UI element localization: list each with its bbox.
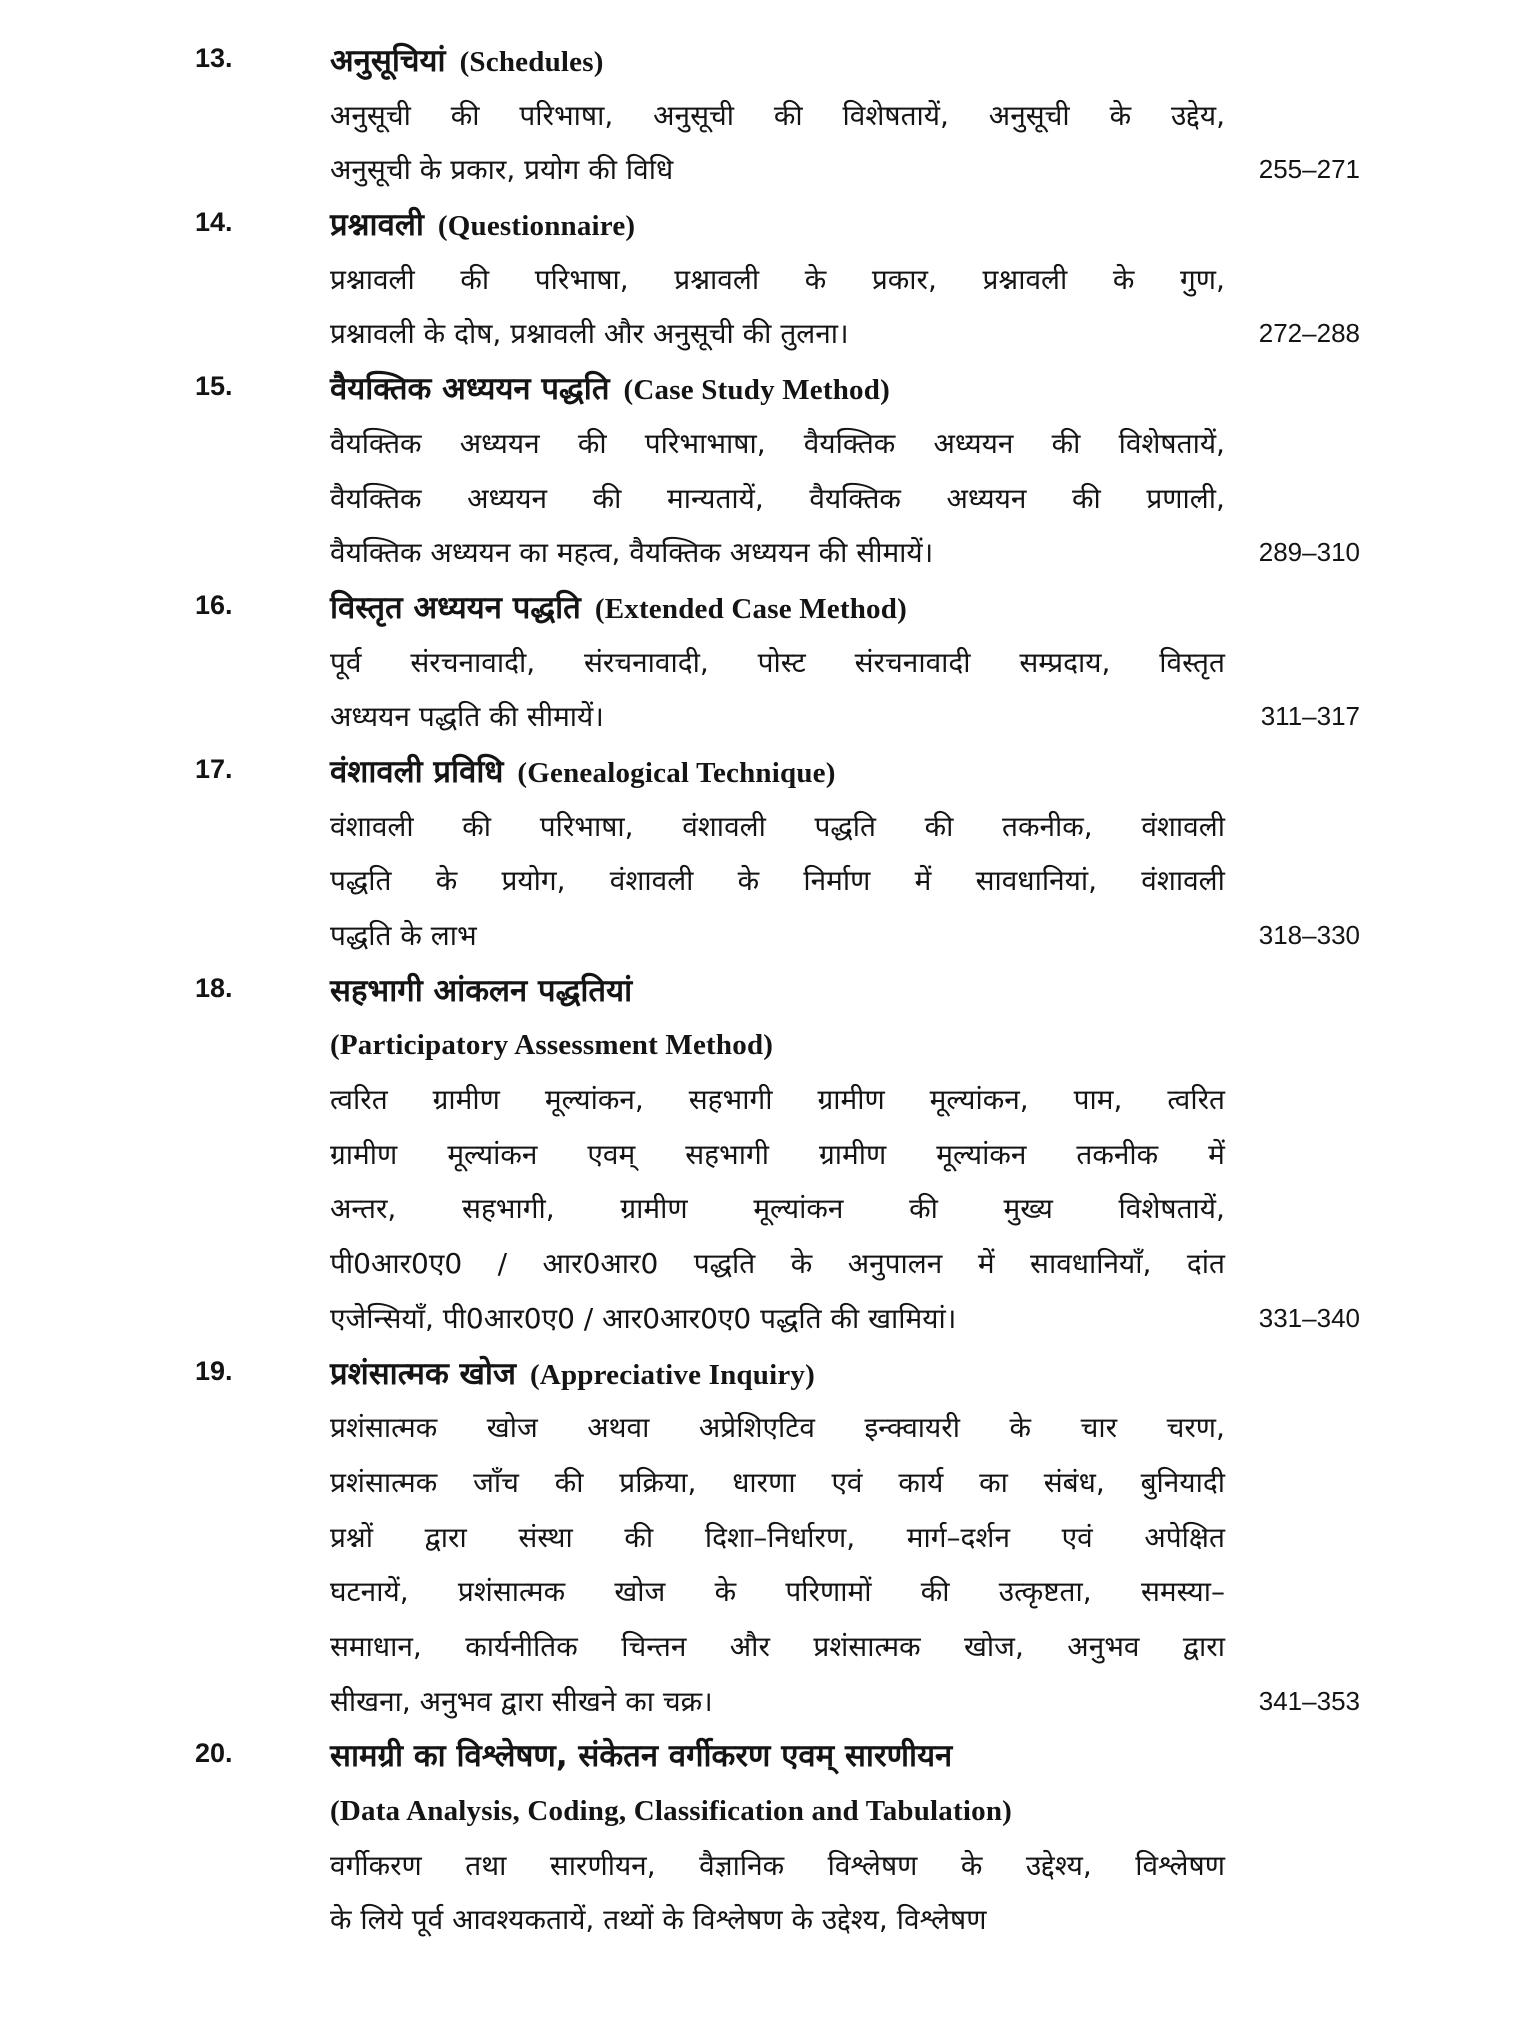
entry-title	[330, 367, 1225, 412]
word: एवं	[831, 1465, 863, 1499]
entry-title-english: (Case Study Method)	[623, 374, 890, 407]
word: वैयक्तिक	[330, 481, 422, 515]
word: /	[497, 1247, 508, 1281]
description-text	[330, 1516, 1225, 1560]
word: की	[577, 426, 607, 460]
word: खोज,	[964, 1629, 1024, 1663]
description-text: अनुसूची के प्रकार, प्रयोग की विधि	[330, 153, 674, 187]
word: में	[914, 864, 932, 898]
word: सारणीयन,	[549, 1848, 656, 1882]
word: संबंध,	[1043, 1465, 1105, 1499]
word: विश्लेषण	[1135, 1848, 1225, 1882]
word: आर0आर0	[542, 1247, 659, 1281]
entry-description-line	[0, 1129, 1540, 1184]
word: प्रशंसात्मक	[457, 1575, 566, 1609]
entry-title	[330, 1023, 1225, 1067]
word: संरचनावादी,	[583, 645, 709, 679]
entry-number: 19.	[195, 1355, 233, 1386]
description-text	[330, 805, 1225, 849]
word: तकनीक,	[1002, 809, 1093, 843]
word: ग्रामीण	[817, 1083, 885, 1117]
description-text	[330, 1625, 1225, 1669]
word: प्रक्रिया,	[619, 1465, 697, 1499]
description-text	[330, 1844, 1225, 1888]
word: अनुसूची	[653, 98, 735, 132]
word: इन्क्वायरी	[864, 1411, 961, 1445]
description-text	[330, 477, 1225, 521]
word: वैयक्तिक	[803, 426, 896, 460]
entry-description-line	[0, 90, 1540, 145]
description-text: सीखना, अनुभव द्वारा सीखने का चक्र।	[330, 1684, 713, 1718]
entry-title-hindi: सामग्री का विश्लेषण, संकेतन वर्गीकरण एवम् सारणीयन	[330, 1738, 953, 1775]
word: सहभागी,	[462, 1192, 555, 1226]
word: मान्यतायें,	[666, 481, 764, 515]
word: पूर्व	[330, 645, 362, 679]
word: धारणा	[732, 1465, 796, 1499]
entry-description-line	[0, 308, 1540, 363]
word: मुख्य	[1003, 1192, 1053, 1226]
word: प्रश्नावली	[330, 262, 415, 296]
entry-title-english: (Appreciative Inquiry)	[529, 1358, 815, 1391]
word: अध्ययन	[933, 426, 1014, 460]
entry-title-english: (Questionnaire)	[437, 210, 636, 243]
entry-description-line	[0, 1183, 1540, 1238]
word: अनुपालन	[847, 1247, 943, 1281]
word: के	[737, 864, 760, 898]
description-text	[330, 1242, 1225, 1286]
entry-description-line	[0, 1676, 1540, 1731]
word: ग्रामीण	[818, 1137, 887, 1171]
entry-number: 20.	[195, 1738, 233, 1769]
entry-description-line	[0, 1894, 1540, 1949]
entry-number: 13.	[195, 43, 233, 73]
word: की	[450, 98, 480, 132]
word: अपेक्षित	[1144, 1520, 1225, 1554]
entry-description-line	[0, 473, 1540, 528]
word: प्रणाली,	[1146, 481, 1225, 515]
word: की	[920, 1575, 950, 1609]
word: चार	[1080, 1411, 1118, 1445]
description-text	[330, 258, 1225, 302]
entry-title-english: (Schedules)	[459, 46, 604, 78]
word: की	[773, 98, 803, 132]
entry-title-hindi: प्रश्नावली	[330, 207, 424, 244]
entry-description-line	[0, 527, 1540, 582]
entry-title	[330, 1789, 1225, 1833]
word: दिशा–निर्धारण,	[704, 1520, 856, 1554]
word: के	[1009, 1411, 1032, 1445]
entry-description-line	[0, 855, 1540, 910]
word: द्वारा	[424, 1520, 467, 1554]
entry-title	[330, 203, 1225, 248]
entry-description-line	[0, 801, 1540, 856]
entry-title	[330, 39, 1225, 84]
word: का	[979, 1465, 1008, 1499]
description-text: प्रश्नावली के दोष, प्रश्नावली और अनुसूची की तुलना।	[330, 317, 849, 351]
word: की	[909, 1192, 938, 1226]
entry-heading-english-line	[0, 1019, 1540, 1074]
description-text	[330, 1078, 1225, 1122]
word: अध्ययन	[459, 426, 540, 460]
word: वर्गीकरण	[330, 1848, 422, 1882]
word: सहभागी	[685, 1137, 769, 1171]
entry-title-english: (Extended Case Method)	[594, 592, 907, 625]
word: के	[960, 1848, 983, 1882]
entry-title-hindi: विस्तृत अध्ययन पद्धति	[330, 589, 581, 626]
word: में	[1208, 1137, 1225, 1171]
entry-heading	[0, 199, 1540, 254]
entry-title	[330, 969, 1225, 1014]
word: घटनायें,	[330, 1575, 409, 1609]
description-text	[330, 641, 1225, 685]
entry-description-line	[0, 1621, 1540, 1676]
word: तथा	[465, 1848, 507, 1882]
entry-number: 18.	[195, 972, 233, 1003]
word: की	[592, 481, 622, 515]
word: गुण,	[1180, 262, 1225, 296]
word: समाधान,	[330, 1629, 422, 1663]
entry-description-line	[0, 1512, 1540, 1567]
word: अन्तर,	[330, 1192, 397, 1226]
word: अनुसूची	[330, 98, 411, 132]
word: अनुभव	[1067, 1629, 1140, 1663]
word: विशेषतायें,	[1118, 426, 1225, 460]
word: पाम,	[1073, 1083, 1123, 1117]
entry-title-english: (Genealogical Technique)	[517, 756, 836, 789]
word: पद्धति	[814, 809, 876, 843]
word: की	[1072, 481, 1101, 515]
word: दांत	[1186, 1247, 1225, 1281]
word: कार्य	[898, 1465, 944, 1499]
entry-description-line	[0, 418, 1540, 473]
entry-heading	[0, 746, 1540, 801]
entry-description-line	[0, 1566, 1540, 1621]
entry-title	[330, 586, 1225, 631]
entry-title-hindi: प्रशंसात्मक खोज	[330, 1355, 516, 1392]
page-range: 331–340	[1258, 1302, 1360, 1333]
word: कार्यनीतिक	[465, 1629, 578, 1663]
toc-entry	[0, 582, 1540, 746]
page-range: 318–330	[1258, 920, 1360, 950]
toc-entry	[0, 199, 1540, 363]
word: प्रश्नों	[330, 1520, 373, 1554]
description-text: के लिये पूर्व आवश्यकतायें, तथ्यों के विश्लेषण के उद्देश्य, विश्लेषण	[330, 1903, 987, 1937]
word: बुनियादी	[1140, 1465, 1225, 1499]
word: प्रशंसात्मक	[813, 1629, 921, 1663]
word: द्वारा	[1182, 1629, 1225, 1663]
entry-heading	[0, 363, 1540, 418]
entry-title-hindi: सहभागी आंकलन पद्धतियां	[330, 972, 633, 1009]
word: निर्माण	[803, 864, 871, 898]
entry-title-english: (Participatory Assessment Method)	[330, 1029, 774, 1062]
page-range: 311–317	[1260, 701, 1360, 732]
word: एवम्	[587, 1137, 636, 1171]
word: तकनीक	[1076, 1137, 1159, 1171]
entry-title	[330, 750, 1225, 795]
word: ग्रामीण	[432, 1083, 500, 1117]
description-text: एजेन्सियाँ, पी0आर0ए0 / आर0आर0ए0 पद्धति की खामियां।	[330, 1301, 957, 1335]
word: मूल्यांकन	[447, 1137, 538, 1171]
entry-title-hindi: वंशावली प्रविधि	[330, 753, 504, 790]
word: सावधानियाँ,	[1030, 1247, 1152, 1281]
word: संस्था	[518, 1520, 573, 1554]
word: परिभाषा,	[519, 98, 614, 132]
word: चरण,	[1166, 1411, 1225, 1445]
word: के	[1112, 262, 1135, 296]
entry-heading	[0, 1730, 1540, 1785]
word: त्वरित	[330, 1083, 388, 1117]
word: वंशावली	[609, 864, 694, 898]
word: उत्कृष्टता,	[998, 1575, 1092, 1609]
entry-description-line	[0, 691, 1540, 746]
entry-title	[330, 1734, 1225, 1779]
word: खोज	[614, 1575, 666, 1609]
word: पोस्ट	[757, 645, 806, 679]
word: परिभाभाषा,	[644, 426, 766, 460]
word: प्रयोग,	[501, 864, 566, 898]
word: सहभागी	[688, 1083, 773, 1117]
word: प्रशंसात्मक	[330, 1465, 438, 1499]
toc-entry	[0, 1348, 1540, 1731]
word: प्रश्नावली	[674, 262, 760, 296]
word: विशेषतायें,	[1118, 1192, 1225, 1226]
toc-entry	[0, 746, 1540, 965]
entry-description-line	[0, 910, 1540, 965]
word: उद्देय,	[1170, 98, 1225, 132]
word: संरचनावादी,	[410, 645, 536, 679]
toc-entry	[0, 35, 1540, 199]
word: वंशावली	[682, 809, 766, 843]
description-text: पद्धति के लाभ	[330, 919, 477, 952]
page-range: 341–353	[1258, 1685, 1360, 1716]
word: ग्रामीण	[620, 1192, 688, 1226]
word: प्रशंसात्मक	[330, 1411, 438, 1445]
word: ग्रामीण	[330, 1137, 398, 1171]
word: मार्ग–दर्शन	[906, 1520, 1010, 1554]
toc-entry	[0, 965, 1540, 1348]
word: की	[554, 1465, 584, 1499]
description-text	[330, 1461, 1225, 1505]
word: वंशावली	[330, 809, 414, 843]
entry-description-line	[0, 637, 1540, 692]
description-text	[330, 1133, 1225, 1177]
word: समस्या–	[1140, 1575, 1225, 1609]
description-text	[330, 422, 1225, 466]
entry-heading	[0, 965, 1540, 1020]
entry-description-line	[0, 1238, 1540, 1293]
word: त्वरित	[1167, 1083, 1225, 1117]
word: परिभाषा,	[534, 262, 629, 296]
word: के	[435, 864, 458, 898]
entry-heading	[0, 1348, 1540, 1403]
word: वंशावली	[1141, 809, 1225, 843]
word: अनुसूची	[988, 98, 1070, 132]
word: और	[729, 1629, 770, 1663]
description-text: वैयक्तिक अध्ययन का महत्व, वैयक्तिक अध्ययन की सीमायें।	[330, 536, 934, 570]
description-text	[330, 859, 1225, 903]
entry-number: 16.	[195, 589, 233, 620]
entry-number: 15.	[195, 371, 233, 402]
entry-description-line	[0, 254, 1540, 309]
word: संरचनावादी	[854, 645, 971, 679]
entry-description-line	[0, 1293, 1540, 1348]
word: सावधानियां,	[975, 864, 1098, 898]
word: वैयक्तिक	[330, 426, 422, 460]
word: की	[1051, 426, 1081, 460]
word: परिभाषा,	[539, 809, 634, 843]
word: के	[790, 1247, 813, 1281]
description-text: अध्ययन पद्धति की सीमायें।	[330, 700, 604, 734]
word: चिन्तन	[621, 1629, 687, 1663]
entry-description-line	[0, 1840, 1540, 1895]
word: अध्ययन	[467, 481, 548, 515]
word: अप्रेशिएटिव	[698, 1411, 815, 1445]
word: जाँच	[473, 1465, 519, 1499]
entry-title-hindi: अनुसूचियां	[330, 43, 446, 79]
entry-description-line	[0, 144, 1540, 199]
word: की	[624, 1520, 654, 1554]
word: सम्प्रदाय,	[1019, 645, 1111, 679]
entry-title	[330, 1352, 1225, 1397]
word: परिणामों	[785, 1575, 872, 1609]
word: की	[462, 809, 492, 843]
word: के	[804, 262, 827, 296]
word: पद्धति	[693, 1247, 756, 1281]
word: प्रश्नावली	[982, 262, 1068, 296]
description-text	[330, 1570, 1225, 1614]
word: अध्ययन	[946, 481, 1027, 515]
word: में	[977, 1247, 995, 1281]
description-text	[330, 1406, 1225, 1450]
page-range: 255–271	[1258, 154, 1360, 185]
entry-heading	[0, 582, 1540, 637]
word: के	[1109, 98, 1132, 132]
entry-number: 14.	[195, 207, 233, 238]
toc-entry	[0, 363, 1540, 582]
word: अथवा	[587, 1411, 650, 1445]
word: पद्धति	[330, 864, 392, 898]
toc-entry	[0, 1730, 1540, 1949]
word: खोज	[486, 1411, 538, 1445]
word: पी0आर0ए0	[330, 1247, 463, 1281]
word: के	[714, 1575, 737, 1609]
description-text	[330, 94, 1225, 138]
table-of-contents	[0, 35, 1540, 1949]
word: मूल्यांकन	[753, 1192, 844, 1226]
word: विस्तृत	[1159, 645, 1225, 679]
word: मूल्यांकन,	[544, 1083, 644, 1117]
word: उद्देश्य,	[1025, 1848, 1092, 1882]
word: प्रकार,	[871, 262, 937, 296]
word: की	[460, 262, 490, 296]
word: मूल्यांकन	[936, 1137, 1027, 1171]
entry-title-english: (Data Analysis, Coding, Classification and Tabulation)	[330, 1795, 1013, 1827]
word: मूल्यांकन,	[929, 1083, 1029, 1117]
entry-heading-english-line	[0, 1785, 1540, 1840]
word: की	[924, 809, 954, 843]
word: वंशावली	[1141, 864, 1225, 898]
word: विशेषतायें,	[842, 98, 949, 132]
word: वैज्ञानिक	[699, 1848, 785, 1882]
page-range: 272–288	[1258, 318, 1360, 349]
word: विश्लेषण	[827, 1848, 918, 1882]
page-range: 289–310	[1258, 537, 1360, 568]
word: वैयक्तिक	[809, 481, 901, 515]
entry-title-hindi: वैयक्तिक अध्ययन पद्धति	[330, 371, 610, 408]
description-text	[330, 1187, 1225, 1231]
entry-number: 17.	[195, 753, 233, 784]
entry-description-line	[0, 1402, 1540, 1457]
entry-description-line	[0, 1457, 1540, 1512]
entry-description-line	[0, 1074, 1540, 1129]
word: एवं	[1061, 1520, 1093, 1554]
entry-heading	[0, 35, 1540, 90]
